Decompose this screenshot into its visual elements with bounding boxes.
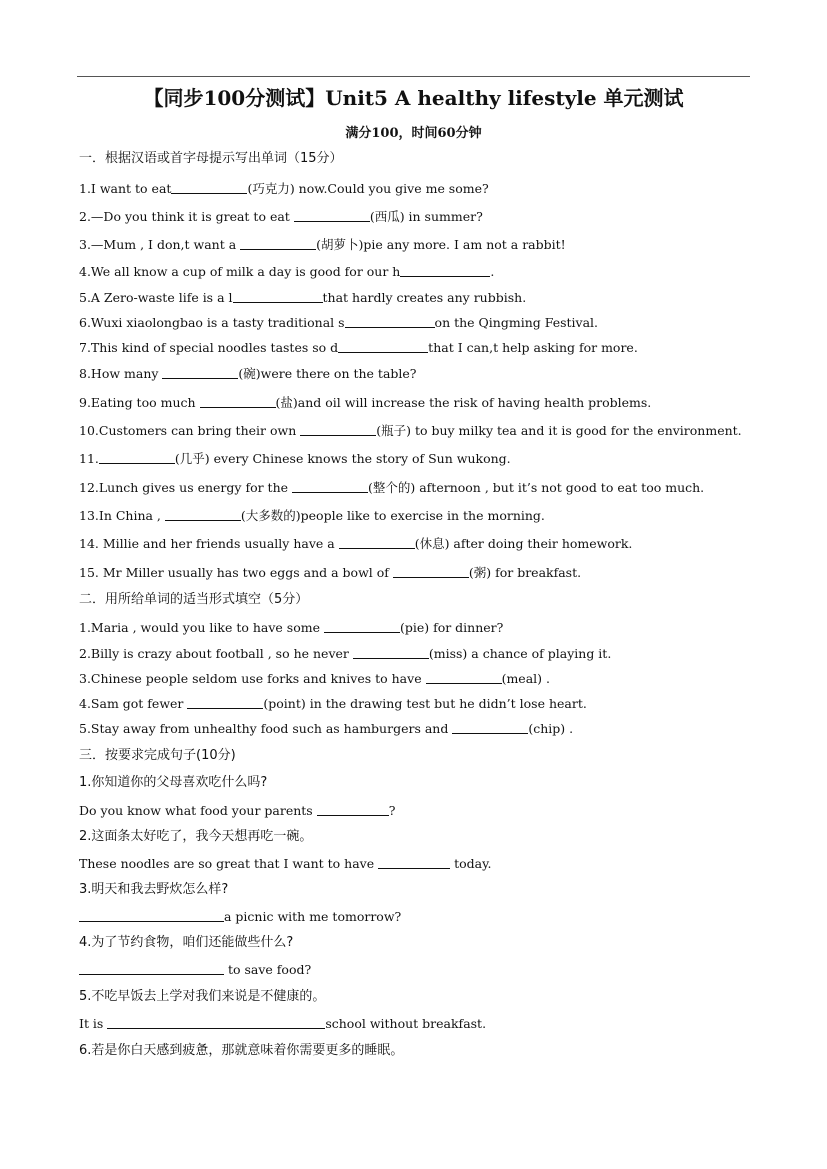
s1-question-7: 7.This kind of special noodles tastes so d that I can,t help asking for more. (79, 340, 638, 355)
section2-heading: 二．用所给单词的适当形式填空（5分） (79, 592, 309, 607)
s3-question-1-chinese: 1.你知道你的父母喜欢吃什么吗? (79, 775, 268, 790)
s3-question-3-english: a picnic with me tomorrow? (79, 908, 401, 926)
answer-blank[interactable] (338, 339, 428, 353)
s1-question-1: 1.I want to eat (巧克力) now.Could you give me some? (79, 181, 489, 196)
section1-heading: 一．根据汉语或首字母提示写出单词（15分） (79, 151, 343, 166)
s1-question-9: 9.Eating too much (盐)and oil will increase the risk of having health problems. (79, 395, 652, 410)
answer-blank[interactable] (300, 422, 376, 436)
answer-blank[interactable] (162, 365, 238, 379)
answer-blank[interactable] (317, 802, 389, 816)
s2-question-1: 1.Maria , would you like to have some (pie) for dinner? (79, 620, 504, 635)
answer-blank[interactable] (353, 645, 429, 659)
answer-blank[interactable] (324, 619, 400, 633)
s2-question-5: 5.Stay away from unhealthy food such as hamburgers and (chip) . (79, 721, 574, 736)
s3-question-5-english: It is school without breakfast. (79, 1016, 487, 1031)
answer-blank[interactable] (339, 535, 415, 549)
s1-question-11: 11. (几乎) every Chinese knows the story of Sun wukong. (79, 451, 511, 466)
section3-heading: 三．按要求完成句子(10分) (79, 748, 236, 763)
answer-blank[interactable] (452, 720, 528, 734)
answer-blank[interactable] (187, 695, 263, 709)
s2-question-3: 3.Chinese people seldom use forks and knives to have (meal) . (79, 671, 550, 686)
answer-blank[interactable] (393, 564, 469, 578)
answer-blank[interactable] (99, 450, 175, 464)
answer-blank[interactable] (233, 289, 323, 303)
s1-question-15: 15. Mr Miller usually has two eggs and a bowl of (粥) for breakfast. (79, 565, 582, 580)
s1-question-14: 14. Millie and her friends usually have a (休息) after doing their homework. (79, 536, 633, 551)
answer-blank[interactable] (200, 394, 276, 408)
s1-question-2: 2.—Do you think it is great to eat (西瓜) in summer? (79, 209, 483, 224)
answer-blank[interactable] (107, 1015, 325, 1029)
s3-question-4-english: to save food? (79, 961, 311, 979)
answer-blank[interactable] (79, 908, 224, 922)
s3-question-3-chinese: 3.明天和我去野炊怎么样? (79, 882, 229, 897)
answer-blank[interactable] (294, 208, 370, 222)
s3-question-4-chinese: 4.为了节约食物，咱们还能做些什么? (79, 935, 294, 950)
s2-question-2: 2.Billy is crazy about football , so he never (miss) a chance of playing it. (79, 646, 612, 661)
s1-question-4: 4.We all know a cup of milk a day is good for our h . (79, 264, 495, 279)
page-subtitle: 满分100，时间60分钟 (345, 126, 482, 141)
s1-question-10: 10.Customers can bring their own (瓶子) to buy milky tea and it is good for the environment. (79, 423, 742, 438)
s3-question-6-chinese: 6.若是你白天感到疲惫，那就意味着你需要更多的睡眠。 (79, 1043, 404, 1058)
s1-question-3: 3.—Mum , I don,t want a (胡萝卜)pie any more. I am not a rabbit! (79, 237, 566, 252)
s3-question-2-english: These noodles are so great that I want to have today. (79, 856, 492, 871)
s1-question-6: 6.Wuxi xiaolongbao is a tasty traditional s on the Qingming Festival. (79, 315, 599, 330)
answer-blank[interactable] (79, 961, 224, 975)
answer-blank[interactable] (165, 507, 241, 521)
header-rule (77, 76, 750, 77)
s1-question-5: 5.A Zero-waste life is a l that hardly creates any rubbish. (79, 290, 527, 305)
s3-question-5-chinese: 5.不吃早饭去上学对我们来说是不健康的。 (79, 989, 326, 1004)
answer-blank[interactable] (400, 263, 490, 277)
s1-question-12: 12.Lunch gives us energy for the (整个的) afternoon , but it’s not good to eat too much. (79, 480, 705, 495)
answer-blank[interactable] (426, 670, 502, 684)
page-title: 【同步100分测试】Unit5 A healthy lifestyle 单元测试 (143, 86, 684, 110)
s1-question-8: 8.How many (碗)were there on the table? (79, 366, 417, 381)
s3-question-1-english: Do you know what food your parents ? (79, 803, 396, 818)
answer-blank[interactable] (378, 855, 450, 869)
answer-blank[interactable] (240, 236, 316, 250)
answer-blank[interactable] (292, 479, 368, 493)
s3-question-2-chinese: 2.这面条太好吃了，我今天想再吃一碗。 (79, 829, 313, 844)
answer-blank[interactable] (171, 180, 247, 194)
s1-question-13: 13.In China , (大多数的)people like to exercise in the morning. (79, 508, 545, 523)
answer-blank[interactable] (345, 314, 435, 328)
s2-question-4: 4.Sam got fewer (point) in the drawing test but he didn’t lose heart. (79, 696, 587, 711)
